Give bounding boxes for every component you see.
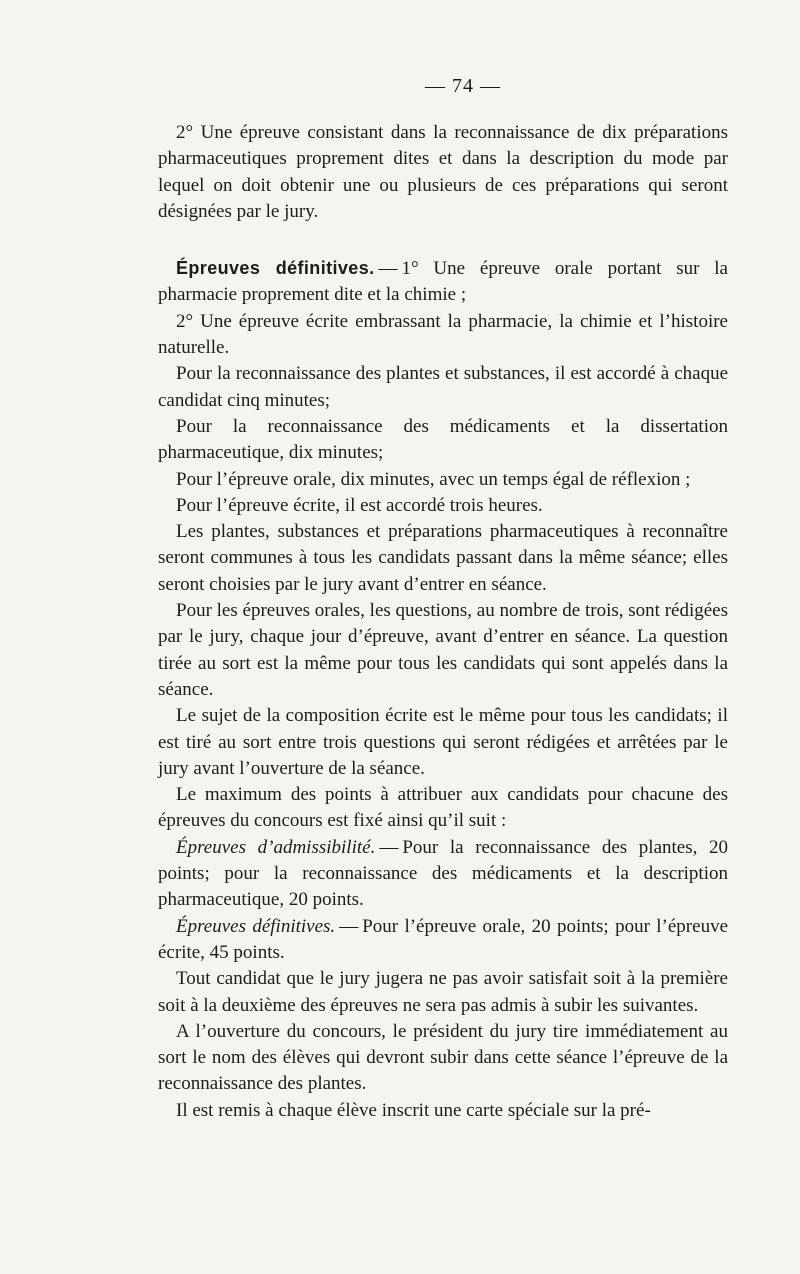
paragraph: 2° Une épreuve écrite embrassant la pharmacie, la chimie et l’histoire naturelle. bbox=[158, 310, 728, 359]
definitive-points-label: Épreuves définitives. bbox=[176, 915, 336, 937]
section-heading-definitive: Épreuves définitives. bbox=[176, 258, 375, 279]
paragraph: Le maximum des points à attribuer aux candidats pour chacune des épreuves du concours est fixé ainsi qu’il suit : bbox=[158, 784, 728, 832]
paragraph: Le sujet de la composition écrite est le même pour tous les candidats; il est tiré au sort entre trois questions qui seront rédigées et arrêtées par le jury avant l’ouverture de la séance. bbox=[158, 705, 728, 779]
page-number: — 74 — bbox=[425, 75, 501, 97]
paragraph: Les plantes, substances et préparations pharmaceutiques à reconnaître seront communes à tous les candidats passant dans la même séance; elles seront choisies par le jury avant d’entrer en séance. bbox=[158, 521, 728, 595]
paragraph: Pour l’épreuve orale, dix minutes, avec un temps égal de réflexion ; bbox=[176, 468, 691, 490]
label-dash: — bbox=[339, 915, 359, 937]
paragraph: Pour l’épreuve écrite, il est accordé trois heures. bbox=[176, 494, 543, 516]
paragraph: Pour la reconnaissance des plantes et substances, il est accordé à chaque candidat cinq minutes; bbox=[158, 363, 728, 411]
definitive-trials-paragraph bbox=[158, 255, 728, 309]
admissibility-text: Pour la reconnaissance des plantes, 20 points; pour la reconnaissance des médicaments et la description pharmaceutique, 20 points. bbox=[158, 836, 728, 911]
admissibility-label: Épreuves d’admissibilité. bbox=[176, 836, 376, 858]
definitive-first-item: 1° Une épreuve orale portant sur la pharmacie proprement dite et la chimie ; bbox=[158, 258, 728, 306]
document-page bbox=[158, 72, 728, 1262]
admissibility-points-paragraph bbox=[158, 835, 728, 914]
paragraph: A l’ouverture du concours, le président du jury tire immédiatement au sort le nom des élèves qui devront subir dans cette séance l’épreuve de la reconnaissance des plantes. bbox=[158, 1020, 728, 1095]
paragraph: Tout candidat que le jury jugera ne pas avoir satisfait soit à la première soit à la deuxième des épreuves ne sera pas admis à subir les suivantes. bbox=[158, 968, 728, 1016]
definitive-points-text: Pour l’épreuve orale, 20 points; pour l’épreuve écrite, 45 points. bbox=[158, 915, 728, 963]
paragraph: Pour les épreuves orales, les questions, au nombre de trois, sont rédigées par le jury, chaque jour d’épreuve, avant d’entrer en séance. La question tirée au sort est la même pour tous les candidats qui sont appelés dans la séance. bbox=[158, 600, 728, 700]
paragraph: Il est remis à chaque élève inscrit une carte spéciale sur la pré- bbox=[176, 1099, 651, 1121]
section-gap bbox=[158, 225, 728, 255]
paragraph: Pour la reconnaissance des médicaments et la dissertation pharmaceutique, dix minutes; bbox=[158, 415, 728, 464]
heading-dash: — bbox=[378, 258, 398, 280]
definitive-points-paragraph bbox=[158, 914, 728, 967]
label-dash: — bbox=[379, 836, 399, 858]
intro-paragraph: 2° Une épreuve consistant dans la reconnaissance de dix préparations pharmaceutiques proprement dites et dans la description du mode par lequel on doit obtenir une ou plusieurs de ces préparations qui seront désignées par le jury. bbox=[158, 122, 728, 222]
